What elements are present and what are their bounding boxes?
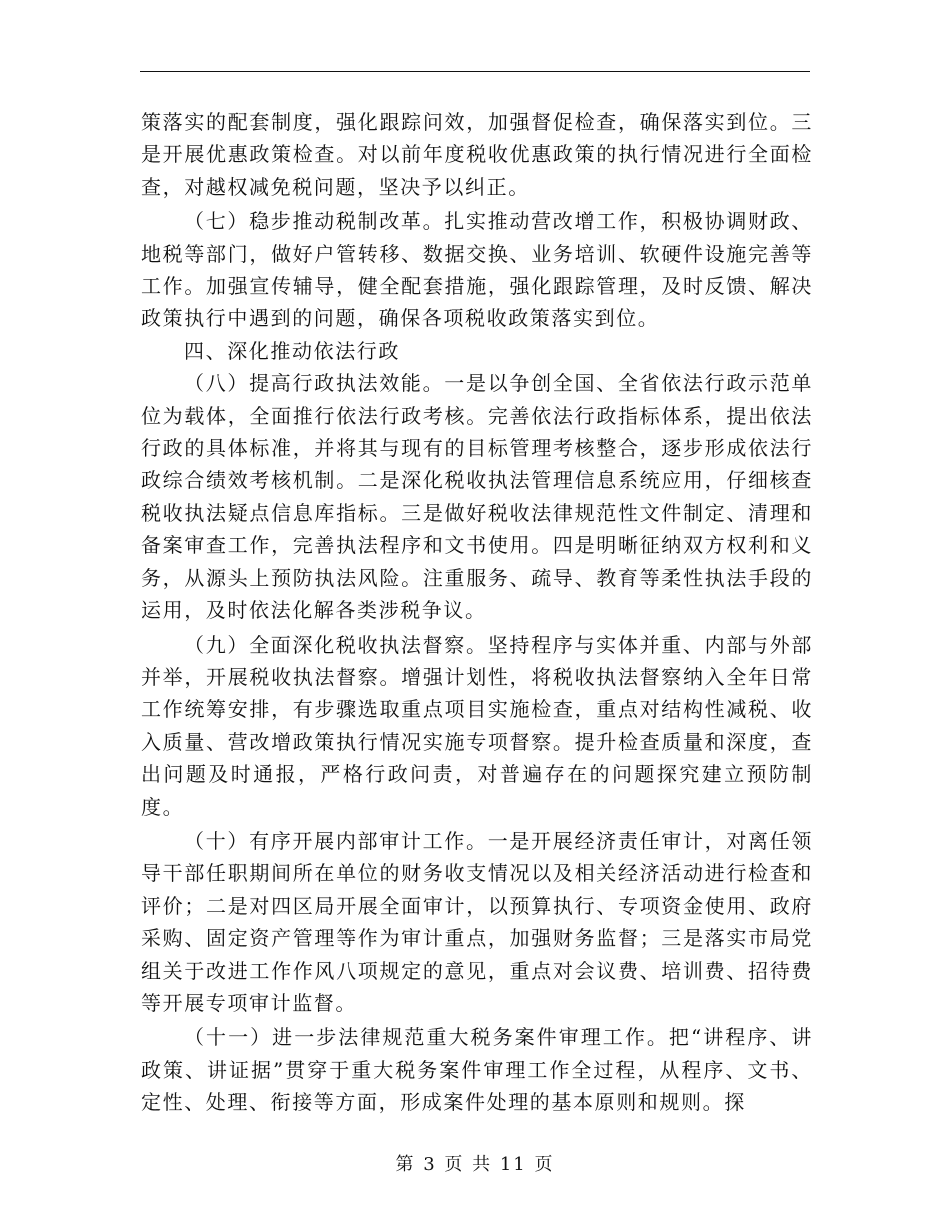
paragraph-internal-audit: （十）有序开展内部审计工作。一是开展经济责任审计，对离任领导干部任职期间所在单位的财务收支情况以及相关经济活动进行检查和评价；二是对四区局开展全面审计，以预算执行、专项资金使用、政府采购、固定资产管理等作为审计重点，加强财务监督；三是落实市局党组关于改进工作作风八项规定的意见，重点对会议费、培训费、招待费等开展专项审计监督。 [141,828,813,1015]
paragraph-case-review: （十一）进一步法律规范重大税务案件审理工作。把“讲程序、讲政策、讲证据”贯穿于重大税务案件审理工作全过程，从程序、文书、定性、处理、衔接等方面，形成案件处理的基本原则和规则。探 [141,1025,813,1115]
header-rule [140,71,810,72]
paragraph-continuation: 策落实的配套制度，强化跟踪问效，加强督促检查，确保落实到位。三是开展优惠政策检查。对以前年度税收优惠政策的执行情况进行全面检查，对越权减免税问题，坚决予以纠正。 [141,110,813,199]
paragraph-tax-reform: （七）稳步推动税制改革。扎实推动营改增工作，积极协调财政、地税等部门，做好户管转移、数据交换、业务培训、软硬件设施完善等工作。加强宣传辅导，健全配套措施，强化跟踪管理，及时反馈、解决政策执行中遇到的问题，确保各项税收政策落实到位。 [141,209,813,331]
document-body [141,106,813,1119]
paragraph-enforcement-supervision: （九）全面深化税收执法督察。坚持程序与实体并重、内部与外部并举，开展税收执法督察。增强计划性，将税收执法督察纳入全年日常工作统筹安排，有步骤选取重点项目实施检查，重点对结构性减税、收入质量、营改增政策执行情况实施专项督察。提升检查质量和深度，查出问题及时通报，严格行政问责，对普遍存在的问题探究建立预防制度。 [141,632,813,819]
section-heading: 四、深化推动依法行政 [184,338,400,363]
paragraph-enforcement-efficiency: （八）提高行政执法效能。一是以争创全国、全省依法行政示范单位为载体，全面推行依法行政考核。完善依法行政指标体系，提出依法行政的具体标准，并将其与现有的目标管理考核整合，逐步形成依法行政综合绩效考核机制。二是深化税收执法管理信息系统应用，仔细核查税收执法疑点信息库指标。三是做好税收法律规范性文件制定、清理和备案审查工作，完善执法程序和文书使用。四是明晰征纳双方权利和义务，从源头上预防执法风险。注重服务、疏导、教育等柔性执法手段的运用，及时依法化解各类涉税争议。 [141,371,813,623]
page-footer: 第 3 页 共 11 页 [395,1154,555,1175]
